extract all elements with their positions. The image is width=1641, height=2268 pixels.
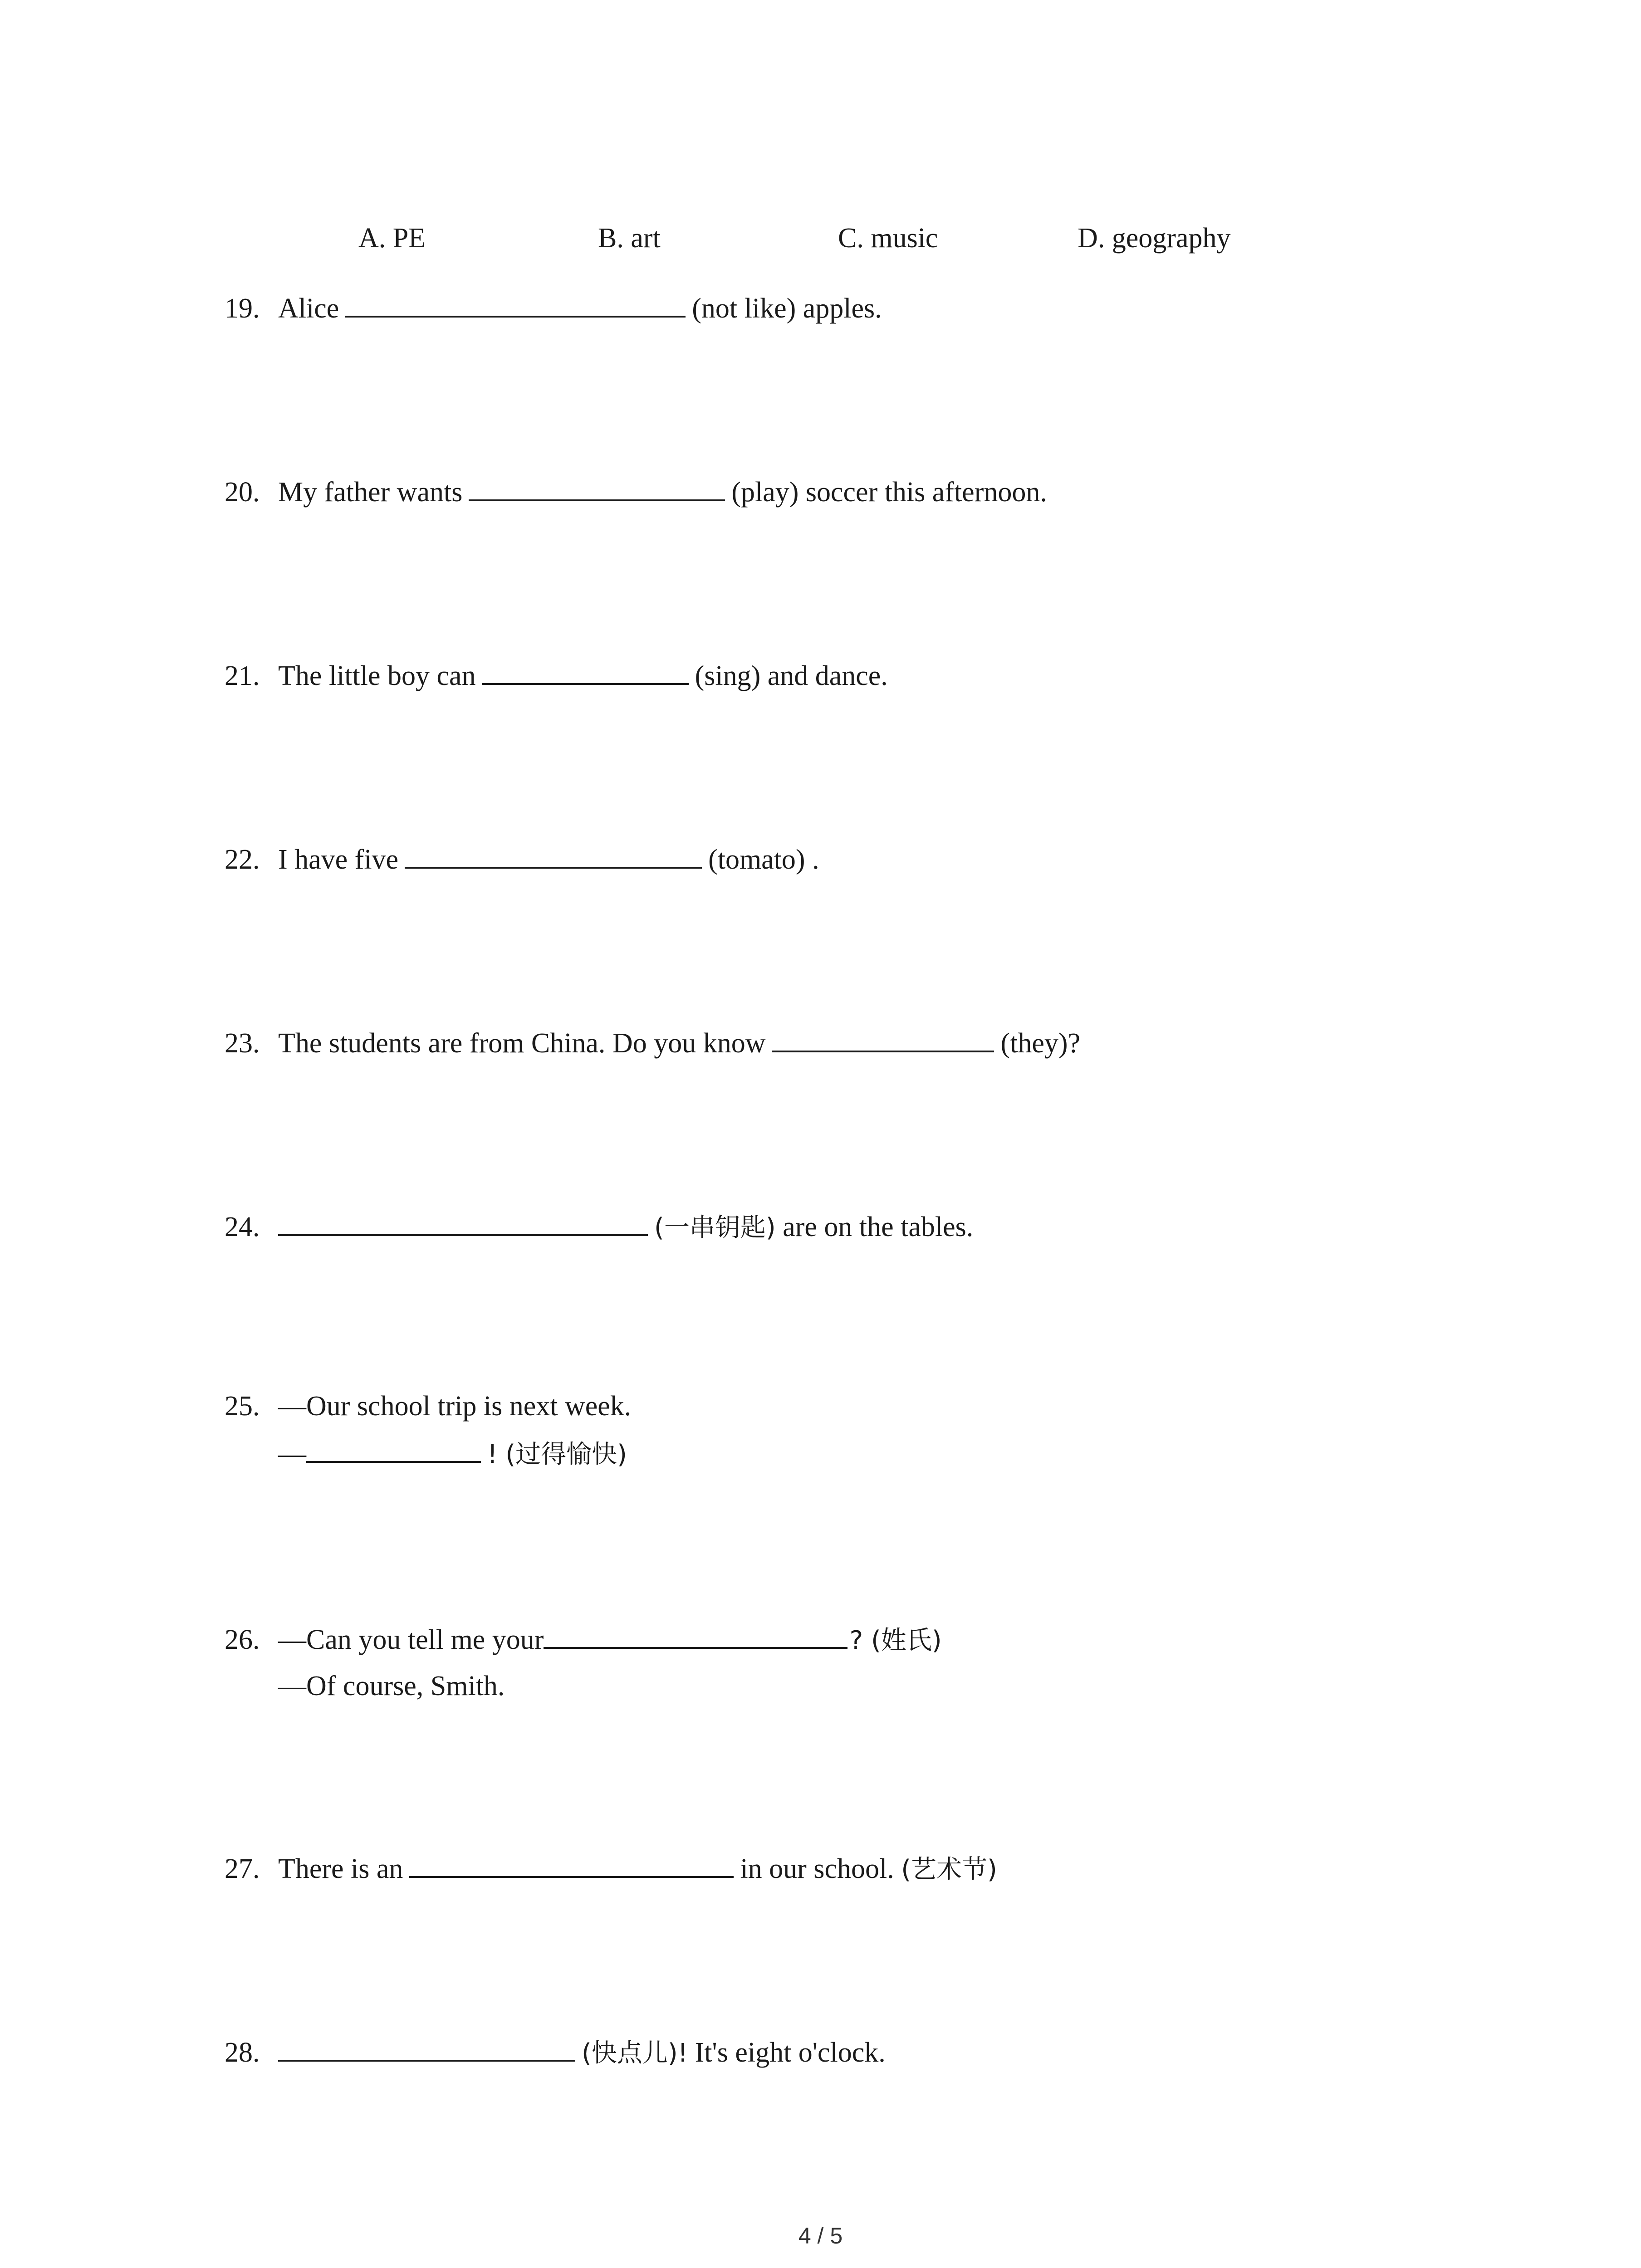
option-a: A. PE <box>358 223 426 254</box>
answer-blank[interactable] <box>278 2033 575 2062</box>
answer-blank[interactable] <box>278 1208 648 1236</box>
question-text: I have five <box>278 844 399 875</box>
question-hint: (快点儿)! <box>582 2038 688 2068</box>
question-text: Alice <box>278 293 339 324</box>
question-hint: (they)? <box>1000 1028 1081 1059</box>
question-text: —Can you tell me your <box>278 1624 544 1655</box>
answer-blank[interactable] <box>469 473 725 501</box>
question-number: 23. <box>225 1028 260 1059</box>
question-hint: (sing) and dance. <box>695 660 888 691</box>
question-27 <box>225 1848 997 1890</box>
question-number: 20. <box>225 477 260 508</box>
question-22 <box>225 839 819 880</box>
question-28 <box>225 2032 886 2074</box>
question-text: My father wants <box>278 477 463 508</box>
question-text: The little boy can <box>278 660 476 691</box>
question-number: 21. <box>225 660 260 691</box>
question-hint: (tomato) . <box>708 844 819 875</box>
question-hint: (一串钥匙) <box>654 1213 776 1242</box>
answer-blank[interactable] <box>345 289 686 318</box>
answer-blank[interactable] <box>306 1435 481 1463</box>
dialogue-line-2: —Of course, Smith. <box>278 1671 505 1701</box>
answer-blank[interactable] <box>544 1621 847 1649</box>
option-c: C. music <box>838 223 938 254</box>
question-25-line-2 <box>278 1433 627 1475</box>
question-19 <box>225 288 882 329</box>
question-text: are on the tables. <box>783 1212 974 1242</box>
answer-blank[interactable] <box>409 1850 734 1878</box>
question-text: It's eight o'clock. <box>695 2037 886 2068</box>
question-hint: (not like) apples. <box>692 293 882 324</box>
question-number: 25. <box>225 1391 260 1422</box>
page-number: 4 / 5 <box>798 2223 843 2248</box>
question-24 <box>225 1207 973 1248</box>
question-number: 19. <box>225 293 260 324</box>
question-23 <box>225 1023 1080 1064</box>
question-number: 22. <box>225 844 260 875</box>
question-text-after: in our school. <box>740 1853 894 1884</box>
question-text: The students are from China. Do you know <box>278 1028 766 1059</box>
question-hint: (play) soccer this afternoon. <box>731 477 1047 508</box>
dialogue-line-1: —Our school trip is next week. <box>278 1391 632 1422</box>
question-number: 27. <box>225 1853 260 1884</box>
question-26-line-2 <box>278 1666 505 1706</box>
question-20 <box>225 472 1047 513</box>
option-d: D. geography <box>1078 223 1231 254</box>
question-number: 28. <box>225 2037 260 2068</box>
option-b: B. art <box>598 223 661 254</box>
question-26 <box>225 1619 942 1661</box>
answer-blank[interactable] <box>405 841 702 869</box>
question-text: There is an <box>278 1853 403 1884</box>
question-25 <box>225 1386 631 1427</box>
question-number: 26. <box>225 1624 260 1655</box>
question-21 <box>225 655 888 696</box>
answer-options <box>0 218 1641 259</box>
answer-blank[interactable] <box>482 657 689 685</box>
dash: — <box>278 1438 306 1469</box>
question-hint: ? (姓氏) <box>849 1626 942 1655</box>
question-hint: (艺术节) <box>901 1855 997 1884</box>
question-number: 24. <box>225 1212 260 1242</box>
question-hint: ! (过得愉快) <box>487 1440 627 1469</box>
answer-blank[interactable] <box>772 1024 994 1052</box>
